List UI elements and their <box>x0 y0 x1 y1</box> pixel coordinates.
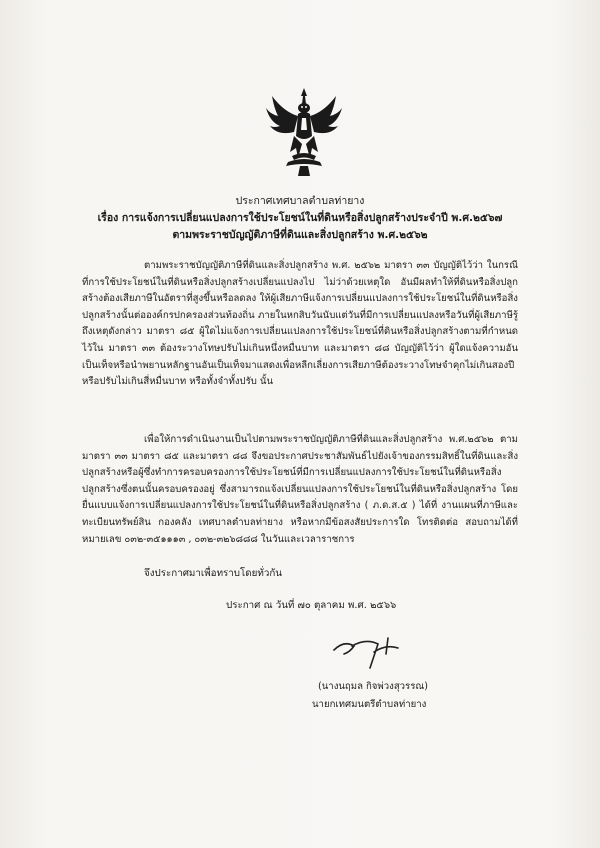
garuda-emblem-icon <box>264 86 344 178</box>
signatory-name: (นางนฤมล กิจพ่วงสุวรรณ) <box>318 681 429 692</box>
law-reference: ตามพระราชบัญญัติภาษีที่ดินและสิ่งปลูกสร้าง พ.ศ.๒๕๖๒ <box>172 229 428 241</box>
body-paragraph-2: เพื่อให้การดำเนินงานเป็นไปตามพระราชบัญญัติภาษีที่ดินและสิ่งปลูกสร้าง พ.ศ.๒๕๖๒ ตามมาตรา ๓๓ มาตรา ๘๕ และมาตรา ๘๘ จึงขอประกาศประชาสัมพันธ์ไปยังเจ้าของกรรมสิทธิ์ในที่ดินและสิ่งปลูกสร้างหรือผู้ซึ่งทำการครอบครองการใช้ประโยชน์ที่มีการเปลี่ยนแปลงการใช้ประโยชน์ในที่ดินหรือสิ่งปลูกสร้างซึ่งตนนั้นครอบครองอยู่ ซึ่งสามารถแจ้งเปลี่ยนแปลงการใช้ประโยชน์ในที่ดินหรือสิ่งปลูกสร้าง โดยยื่นแบบแจ้งการเปลี่ยนแปลงการใช้ประโยชน์ในที่ดินหรือสิ่งปลูกสร้าง ( ภ.ด.ส.๕ ) ได้ที่ งานแผนที่ภาษีและทะเบียนทรัพย์สิน กองคลัง เทศบาลตำบลท่ายาง หรือหากมีข้อสงสัยประการใด โทรติดต่อ สอบถามได้ที่หมายเลข ๐๓๒-๓๕๑๑๑๓ , ๐๓๒-๓๒๖๘๘๘ ในวันและเวลาราชการ <box>82 434 518 545</box>
date-line: ประกาศ ณ วันที่ ๗๐ ตุลาคม พ.ศ. ๒๕๖๖ <box>226 600 397 611</box>
announcer-heading: ประกาศเทศบาลตำบลท่ายาง <box>235 195 365 207</box>
subject-line: เรื่อง การแจ้งการเปลี่ยนแปลงการใช้ประโยชน์ในที่ดินหรือสิ่งปลูกสร้างประจำปี พ.ศ.๒๕๖๗ <box>97 212 503 224</box>
handwritten-signature <box>330 632 406 674</box>
signatory-title: นายกเทศมนตรีตำบลท่ายาง <box>312 699 427 710</box>
closing-line: จึงประกาศมาเพื่อทราบโดยทั่วกัน <box>144 568 282 579</box>
body-paragraph-1: ตามพระราชบัญญัติภาษีที่ดินและสิ่งปลูกสร้าง พ.ศ. ๒๕๖๒ มาตรา ๓๓ บัญญัติไว้ว่า ในกรณีที่การใช้ประโยชน์ในที่ดินหรือสิ่งปลูกสร้างเปลี่ยนแปลงไป ไม่ว่าด้วยเหตุใด อันมีผลทำให้ที่ดินหรือสิ่งปลูกสร้างต้องเสียภาษีในอัตราที่สูงขึ้นหรือลดลง ให้ผู้เสียภาษีแจ้งการเปลี่ยนแปลงการใช้ประโยชน์ในที่ดินหรือสิ่งปลูกสร้างนั้นต่อองค์กรปกครองส่วนท้องถิ่น ภายในหกสิบวันนับแต่วันที่มีการเปลี่ยนแปลงหรือวันที่ผู้เสียภาษีรู้ถึงเหตุดังกล่าว มาตรา ๘๕ ผู้ใดไม่แจ้งการเปลี่ยนแปลงการใช้ประโยชน์ที่ดินหรือสิ่งปลูกสร้างตามที่กำหนดไว้ใน มาตรา ๓๓ ต้องระวางโทษปรับไม่เกินหนึ่งหมื่นบาท และมาตรา ๘๘ บัญญัติไว้ว่า ผู้ใดแจ้งความอันเป็นเท็จหรือนำพยานหลักฐานอันเป็นเท็จมาแสดงเพื่อหลีกเลี่ยงการเสียภาษีต้องระวางโทษจำคุกไม่เกินสองปี หรือปรับไม่เกินสี่หมื่นบาท หรือทั้งจำทั้งปรับ นั้น <box>82 260 518 388</box>
